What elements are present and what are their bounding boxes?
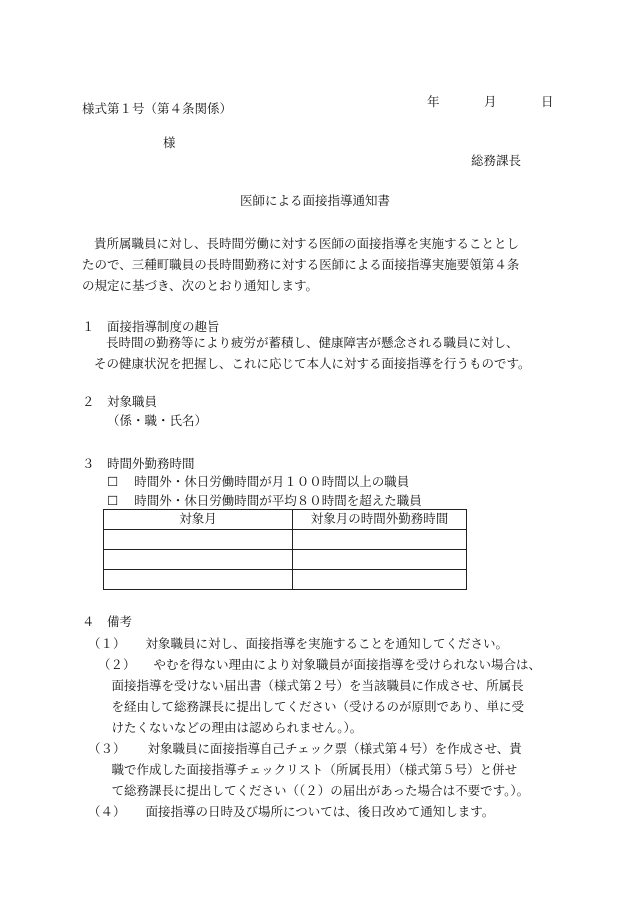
date-day-label: 日: [541, 94, 554, 109]
section1-line: 長時間の勤務等により疲労が蓄積し、健康障害が懸念される職員に対し、: [106, 335, 519, 350]
section3-heading: 時間外勤務時間: [107, 456, 195, 471]
note-marker: （４）: [88, 804, 126, 819]
date-month-label: 月: [484, 94, 497, 109]
note-line: 対象職員に対し、面接指導を実施することを通知してください。: [145, 636, 509, 651]
hours-cell[interactable]: [293, 570, 467, 590]
sender-title: 総務課長: [471, 153, 522, 168]
section4-number: ４: [82, 614, 95, 629]
checkbox-label: 時間外・休日労働時間が平均８０時間を超えた職員: [134, 493, 422, 508]
date-year-label: 年: [427, 94, 440, 109]
note-line: やむを得ない理由により対象職員が面接指導を受けられない場合は、: [153, 657, 542, 672]
month-cell[interactable]: [104, 550, 293, 570]
section2-number: ２: [82, 394, 95, 409]
intro-line: 貴所属職員に対し、長時間労働に対する医師の面接指導を実施することとし: [94, 236, 520, 251]
section1-line: その健康状況を把握し、これに応じて本人に対する面接指導を行うものです。: [94, 356, 531, 371]
hours-cell[interactable]: [293, 550, 467, 570]
note-line: て総務課長に提出してください（（２）の届出があった場合は不要です。）。: [111, 783, 530, 798]
checkbox-option-1[interactable]: [107, 476, 409, 489]
note-line: 面接指導の日時及び場所については、後日改めて通知します。: [145, 804, 495, 819]
table-row: [104, 550, 467, 570]
form-number: 様式第１号（第４条関係）: [82, 101, 233, 116]
note-item-4: [88, 801, 541, 822]
section2-heading: 対象職員: [107, 394, 158, 409]
section1-body: [94, 332, 531, 374]
target-employee-field: （係・職・氏名）: [107, 413, 208, 428]
note-line: を経由して総務課長に提出してください（受けるのが原則であり、単に受: [111, 699, 525, 714]
intro-line: たので、三種町職員の長時間勤務に対する医師による面接指導実施要領第４条: [82, 257, 520, 272]
note-line: 職で作成した面接指導チェックリスト（所属長用）（様式第５号）と併せ: [111, 762, 518, 777]
section1-number: １: [82, 319, 95, 334]
table-header-row: [104, 510, 467, 530]
notes-list: [88, 633, 541, 822]
note-marker: （３）: [88, 741, 126, 756]
column-header-month: 対象月: [104, 510, 293, 530]
section4-heading: 備考: [107, 614, 133, 629]
note-line: 対象職員に面接指導自己チェック票（様式第４号）を作成させ、貴: [147, 741, 522, 756]
note-item-1: [88, 633, 541, 654]
month-cell[interactable]: [104, 530, 293, 550]
note-item-2: [88, 654, 541, 738]
overtime-table: [103, 509, 467, 590]
section3-number: ３: [82, 456, 95, 471]
table-row: [104, 530, 467, 550]
note-item-3: [88, 738, 541, 801]
intro-line: の規定に基づき、次のとおり通知します。: [82, 278, 319, 293]
note-marker: （１）: [88, 636, 126, 651]
month-cell[interactable]: [104, 570, 293, 590]
checkbox-icon[interactable]: ☐: [107, 474, 119, 489]
note-line: けたくないなどの理由は認められません。）。: [111, 720, 363, 735]
note-marker: （２）: [98, 657, 136, 672]
checkbox-label: 時間外・休日労働時間が月１００時間以上の職員: [134, 474, 410, 489]
addressee-suffix: 様: [163, 135, 176, 150]
checkbox-option-2[interactable]: [107, 495, 422, 508]
column-header-hours: 対象月の時間外勤務時間: [293, 510, 467, 530]
table-row: [104, 570, 467, 590]
section1-heading: 面接指導制度の趣旨: [107, 319, 220, 334]
intro-paragraph: [82, 233, 519, 296]
document-title: 医師による面接指導通知書: [239, 193, 390, 208]
hours-cell[interactable]: [293, 530, 467, 550]
note-line: 面接指導を受けない届出書（様式第２号）を当該職員に作成させ、所属長: [111, 678, 524, 693]
checkbox-icon[interactable]: ☐: [107, 493, 119, 508]
